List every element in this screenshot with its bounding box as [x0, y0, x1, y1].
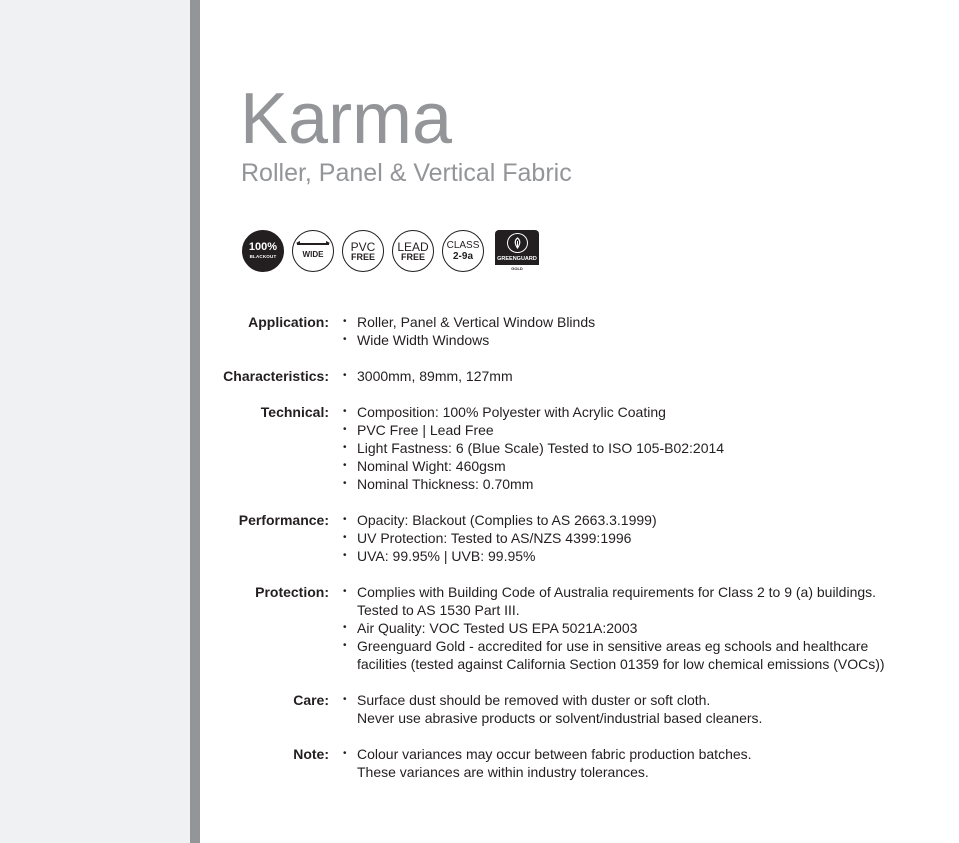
- badge-label: LEAD: [397, 239, 429, 254]
- spec-item: [343, 439, 959, 457]
- spec-item: [343, 637, 959, 673]
- specifications: [0, 313, 959, 799]
- spec-item: [343, 421, 959, 439]
- spec-item-text: UV Protection: Tested to AS/NZS 4399:1996: [357, 530, 632, 546]
- spec-item: [343, 745, 959, 781]
- badge-label: 100%: [248, 241, 278, 254]
- spec-item: [343, 511, 959, 529]
- bullet-icon: •: [343, 550, 347, 561]
- spec-item-text: PVC Free | Lead Free: [357, 422, 494, 438]
- lead-free-badge-icon: [392, 230, 434, 272]
- spec-item: [343, 475, 959, 493]
- spec-item: [343, 367, 959, 385]
- spec-list: [343, 511, 959, 565]
- spec-label: Application:: [248, 314, 329, 330]
- greenguard-gold-badge-icon: [495, 230, 539, 273]
- badge-label: PVC: [350, 239, 376, 254]
- class-badge-icon: [442, 230, 484, 272]
- spec-item: [343, 313, 959, 331]
- spec-item: [343, 547, 959, 565]
- spec-row-protection: [0, 583, 959, 673]
- spec-item-text: Complies with Building Code of Australia requirements for Class 2 to 9 (a) buildings. Tested to AS 1530 Part III.: [357, 584, 877, 618]
- page-title: Karma: [240, 79, 453, 159]
- spec-row-application: [0, 313, 959, 349]
- spec-item: [343, 403, 959, 421]
- spec-item-text: Light Fastness: 6 (Blue Scale) Tested to ISO 105-B02:2014: [357, 440, 725, 456]
- blackout-badge-icon: [242, 230, 284, 272]
- badge-sublabel: GOLD: [495, 265, 539, 273]
- double-arrow-icon: [297, 243, 329, 245]
- bullet-icon: •: [343, 514, 347, 525]
- spec-list: [343, 367, 959, 385]
- bullet-icon: •: [343, 640, 347, 651]
- spec-label: Performance:: [238, 512, 329, 528]
- spec-row-care: [0, 691, 959, 727]
- bullet-icon: •: [343, 694, 347, 705]
- bullet-icon: •: [343, 478, 347, 489]
- badge-sublabel: 2-9a: [452, 250, 473, 262]
- spec-item-text: Roller, Panel & Vertical Window Blinds: [357, 314, 596, 330]
- spec-item-text: 3000mm, 89mm, 127mm: [357, 368, 513, 384]
- pvc-free-badge-icon: [342, 230, 384, 272]
- badge-sublabel: FREE: [350, 251, 375, 262]
- spec-row-characteristics: [0, 367, 959, 385]
- bullet-icon: •: [343, 370, 347, 381]
- spec-item: [343, 619, 959, 637]
- spec-list: [343, 691, 959, 727]
- badge-sublabel: BLACKOUT: [249, 254, 277, 260]
- badge-sublabel: WIDE: [302, 249, 324, 259]
- badge-sublabel: FREE: [400, 251, 425, 262]
- bullet-icon: •: [343, 406, 347, 417]
- badge-label: CLASS: [446, 239, 480, 251]
- badge-label: GREENGUARD: [497, 256, 537, 262]
- bullet-icon: •: [343, 316, 347, 327]
- spec-item-text: UVA: 99.95% | UVB: 99.95%: [357, 548, 536, 564]
- spec-item-text: Surface dust should be removed with duster or soft cloth. Never use abrasive products or solvent/industrial based cleaners.: [357, 692, 763, 726]
- spec-label: Protection:: [255, 584, 329, 600]
- spec-row-technical: [0, 403, 959, 493]
- spec-item-text: Greenguard Gold - accredited for use in sensitive areas eg schools and healthcare facilities (tested against California Section 01359 for low chemical emissions (VOCs)): [357, 638, 885, 672]
- spec-item-text: Nominal Wight: 460gsm: [357, 458, 506, 474]
- spec-item-text: Wide Width Windows: [357, 332, 490, 348]
- bullet-icon: •: [343, 442, 347, 453]
- spec-item-text: Nominal Thickness: 0.70mm: [357, 476, 534, 492]
- spec-item: [343, 331, 959, 349]
- spec-item-text: Composition: 100% Polyester with Acrylic Coating: [357, 404, 666, 420]
- page-subtitle: Roller, Panel & Vertical Fabric: [241, 159, 572, 187]
- spec-label: Care:: [293, 692, 329, 708]
- spec-label: Technical:: [260, 404, 329, 420]
- bullet-icon: •: [343, 748, 347, 759]
- spec-item: [343, 691, 959, 727]
- bullet-icon: •: [343, 334, 347, 345]
- wide-width-badge-icon: [292, 230, 334, 272]
- bullet-icon: •: [343, 622, 347, 633]
- spec-list: [343, 583, 959, 673]
- greenguard-leaf-icon: [507, 233, 528, 253]
- bullet-icon: •: [343, 586, 347, 597]
- spec-item: [343, 457, 959, 475]
- spec-label: Note:: [293, 746, 329, 762]
- spec-list: [343, 403, 959, 493]
- spec-item-text: Air Quality: VOC Tested US EPA 5021A:2003: [357, 620, 638, 636]
- spec-item: [343, 529, 959, 547]
- bullet-icon: •: [343, 532, 347, 543]
- spec-list: [343, 313, 959, 349]
- spec-item: [343, 583, 959, 619]
- spec-list: [343, 745, 959, 781]
- spec-row-note: [0, 745, 959, 781]
- spec-label: Characteristics:: [223, 368, 329, 384]
- spec-item-text: Opacity: Blackout (Complies to AS 2663.3.1999): [357, 512, 657, 528]
- bullet-icon: •: [343, 424, 347, 435]
- bullet-icon: •: [343, 460, 347, 471]
- spec-row-performance: [0, 511, 959, 565]
- spec-item-text: Colour variances may occur between fabric production batches. These variances are within industry tolerances.: [357, 746, 752, 780]
